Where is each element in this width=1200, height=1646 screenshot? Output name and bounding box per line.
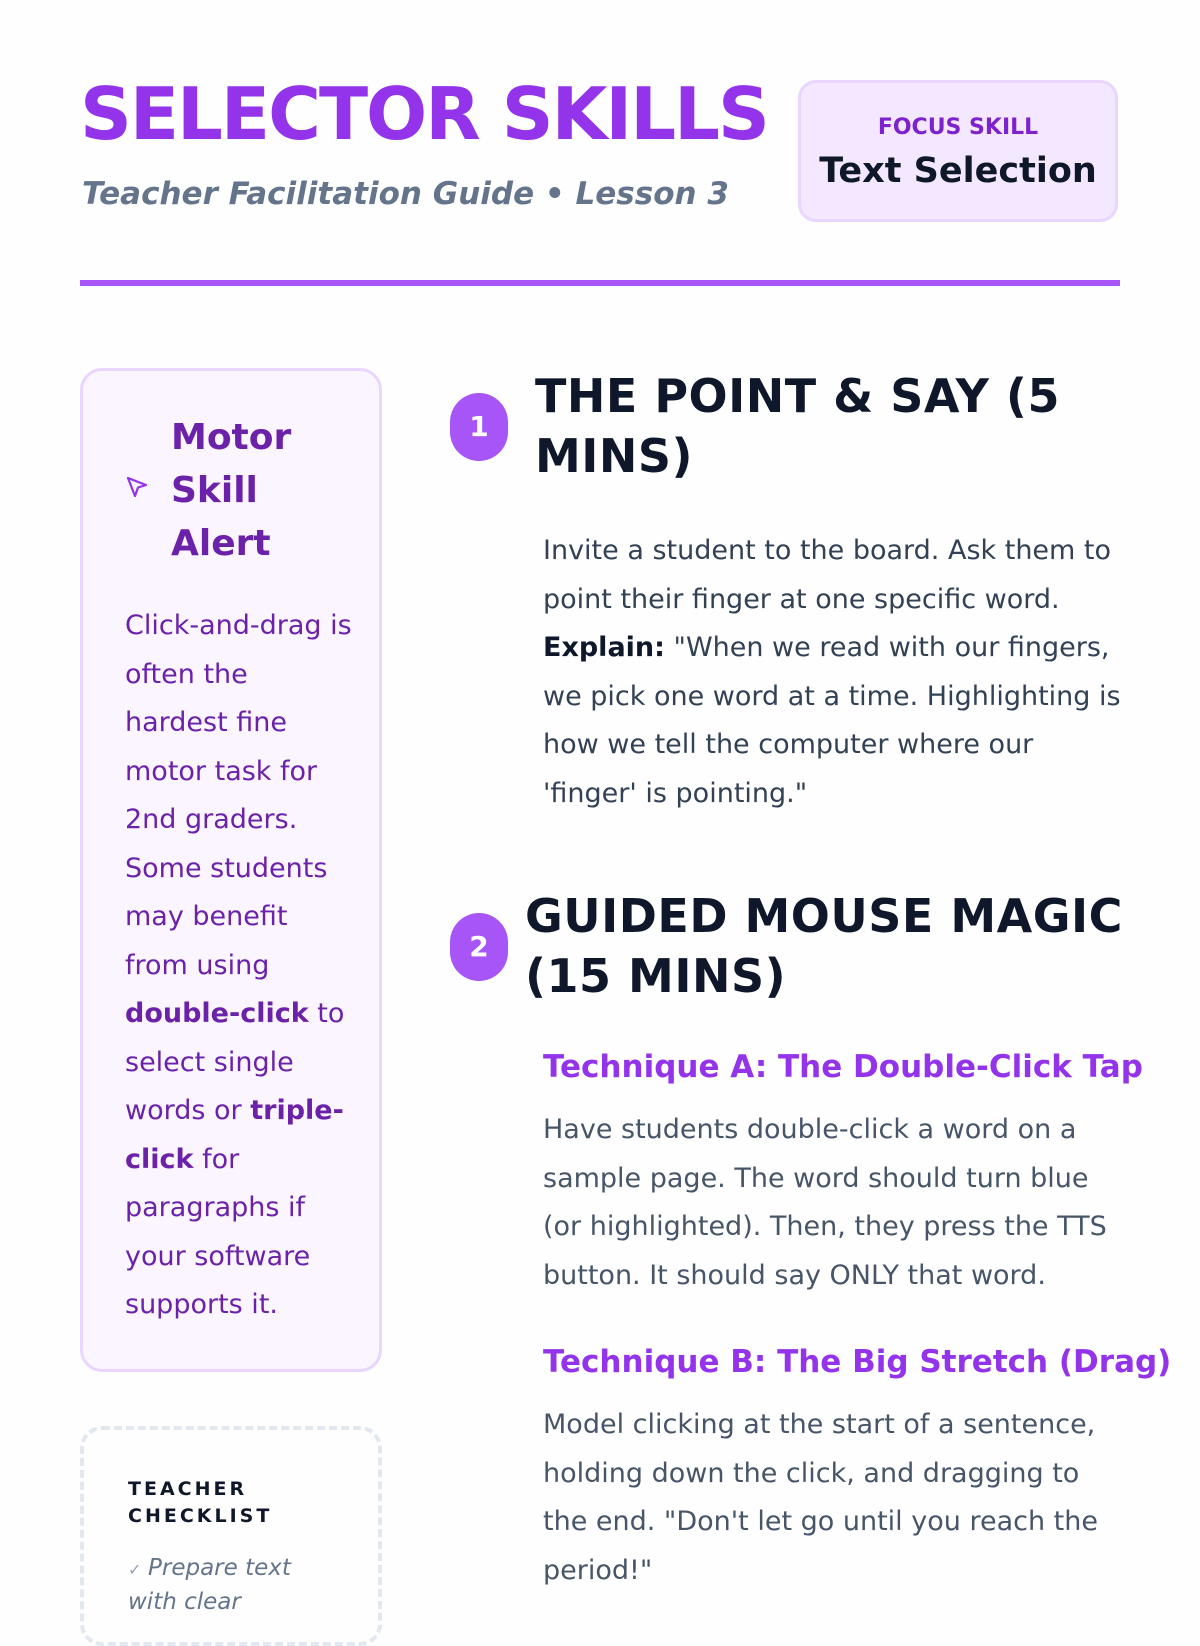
checklist-title: TEACHER CHECKLIST [128,1478,273,1527]
checkmark-icon: ✓ [128,1560,142,1579]
focus-skill-label: FOCUS SKILL [877,115,1039,140]
checklist-item: ✓ Prepare text with clear [128,1555,291,1615]
technique-a-body: Have students double-click a word on a sample page. The word should turn blue (or highlighted). Then, they press the TTS button. It should say ONLY that word. [543,1114,1107,1291]
technique-b-title: Technique B: The Big Stretch (Drag) [543,1344,1172,1380]
explain-label: Explain: [543,632,665,663]
alert-body: Click-and-drag is often the hardest fine motor task for 2nd graders. Some students may benefit from using double-click to select single words or triple-click for paragraphs if your software supports it. [125,610,352,1320]
page-subtitle: Teacher Facilitation Guide • Lesson 3 [82,176,729,212]
step-2-badge: 2 [450,913,508,981]
alert-title: Motor Skill Alert [171,417,292,564]
teacher-checklist [80,1426,382,1646]
section-1-body: Invite a student to the board. Ask them to point their finger at one specific word. Explain: "When we read with our fingers, we pick one word at a time. Highlighting is how we tell the computer where our 'finger' is pointing." [543,535,1121,809]
step-1-badge: 1 [450,393,508,461]
section-1-title: THE POINT & SAY (5 MINS) [535,369,1060,483]
alert-emphasis-triple-click: triple-click [125,1095,344,1175]
focus-skill-value: Text Selection [819,151,1097,191]
alert-emphasis-double-click: double-click [125,998,309,1029]
section-2-title: GUIDED MOUSE MAGIC (15 MINS) [525,889,1123,1003]
cursor-pointer-icon [125,475,149,499]
technique-a-title: Technique A: The Double-Click Tap [543,1049,1143,1085]
technique-b-body: Model clicking at the start of a sentence, holding down the click, and dragging to the end. "Don't let go until you reach the period!" [543,1409,1098,1586]
header-divider [80,280,1120,286]
focus-skill-card [798,80,1118,222]
motor-skill-alert [80,368,382,1372]
page-title: SELECTOR SKILLS [80,72,768,156]
